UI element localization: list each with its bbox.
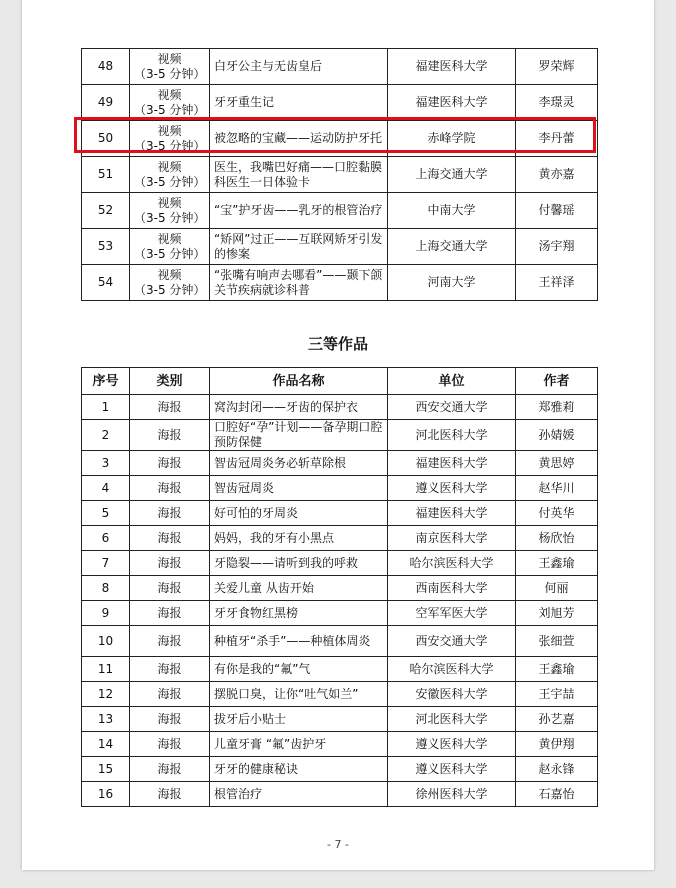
- cell-no: 3: [82, 451, 130, 476]
- cell-author: 王鑫瑜: [516, 551, 598, 576]
- cell-category: 视频 （3-5 分钟）: [130, 85, 210, 121]
- cell-author: 王祥泽: [516, 265, 598, 301]
- second-prize-table-continued: [81, 48, 598, 301]
- cell-author: 罗荣辉: [516, 49, 598, 85]
- cell-category: 视频 （3-5 分钟）: [130, 265, 210, 301]
- cell-unit: 上海交通大学: [388, 229, 516, 265]
- cell-title: 智齿冠周炎务必斩草除根: [210, 451, 388, 476]
- page-number: - 7 -: [327, 838, 349, 851]
- cell-no: 50: [82, 121, 130, 157]
- cell-author: 赵华川: [516, 476, 598, 501]
- section-title: 三等作品: [307, 335, 368, 353]
- cell-category: 海报: [130, 657, 210, 682]
- cell-unit: 徐州医科大学: [388, 782, 516, 807]
- cell-author: 何丽: [516, 576, 598, 601]
- cell-category: 海报: [130, 782, 210, 807]
- cell-title: 白牙公主与无齿皇后: [210, 49, 388, 85]
- cell-category: 海报: [130, 682, 210, 707]
- cell-title: 被忽略的宝藏——运动防护牙托: [210, 121, 388, 157]
- cell-category: 海报: [130, 526, 210, 551]
- cell-no: 16: [82, 782, 130, 807]
- cell-unit: 西安交通大学: [388, 395, 516, 420]
- cell-category: 海报: [130, 707, 210, 732]
- cell-author: 付馨瑶: [516, 193, 598, 229]
- cell-author: 郑雅莉: [516, 395, 598, 420]
- cell-no: 49: [82, 85, 130, 121]
- cell-title: 拔牙后小贴士: [210, 707, 388, 732]
- cell-title: 窝沟封闭——牙齿的保护衣: [210, 395, 388, 420]
- cell-category: 海报: [130, 476, 210, 501]
- cell-title: 根管治疗: [210, 782, 388, 807]
- cell-unit: 西南医科大学: [388, 576, 516, 601]
- header-category: 类别: [130, 368, 210, 395]
- table-row: [82, 707, 598, 732]
- cell-title: 牙隐裂——请听到我的呼救: [210, 551, 388, 576]
- table-row: [82, 395, 598, 420]
- table-row: [82, 576, 598, 601]
- table-row: [82, 757, 598, 782]
- cell-no: 4: [82, 476, 130, 501]
- cell-author: 李丹蕾: [516, 121, 598, 157]
- cell-unit: 河北医科大学: [388, 707, 516, 732]
- cell-title: 摆脱口臭，让你“吐气如兰”: [210, 682, 388, 707]
- table-row: [82, 626, 598, 657]
- cell-author: 孙艺嘉: [516, 707, 598, 732]
- table-row: [82, 49, 598, 85]
- header-title: 作品名称: [210, 368, 388, 395]
- cell-category: 海报: [130, 395, 210, 420]
- cell-category: 海报: [130, 601, 210, 626]
- cell-no: 10: [82, 626, 130, 657]
- cell-title: 有你是我的“氟”气: [210, 657, 388, 682]
- cell-category: 海报: [130, 576, 210, 601]
- table-row: [82, 451, 598, 476]
- cell-unit: 福建医科大学: [388, 49, 516, 85]
- cell-category: 海报: [130, 451, 210, 476]
- cell-no: 48: [82, 49, 130, 85]
- cell-title: 种植牙“杀手”——种植体周炎: [210, 626, 388, 657]
- cell-title: 关爱儿童 从齿开始: [210, 576, 388, 601]
- cell-no: 12: [82, 682, 130, 707]
- cell-unit: 哈尔滨医科大学: [388, 551, 516, 576]
- cell-category: 海报: [130, 420, 210, 451]
- cell-title: 牙牙食物红黑榜: [210, 601, 388, 626]
- header-author: 作者: [516, 368, 598, 395]
- cell-unit: 哈尔滨医科大学: [388, 657, 516, 682]
- table-row: [82, 526, 598, 551]
- table-row: [82, 551, 598, 576]
- table-row: [82, 501, 598, 526]
- cell-title: “宝”护牙齿——乳牙的根管治疗: [210, 193, 388, 229]
- cell-author: 王宇喆: [516, 682, 598, 707]
- cell-title: 好可怕的牙周炎: [210, 501, 388, 526]
- table-row: [82, 193, 598, 229]
- cell-category: 视频 （3-5 分钟）: [130, 157, 210, 193]
- cell-unit: 河北医科大学: [388, 420, 516, 451]
- cell-author: 孙婧媛: [516, 420, 598, 451]
- cell-no: 13: [82, 707, 130, 732]
- cell-title: 妈妈，我的牙有小黑点: [210, 526, 388, 551]
- cell-unit: 赤峰学院: [388, 121, 516, 157]
- table-row: [82, 229, 598, 265]
- cell-author: 赵永锋: [516, 757, 598, 782]
- cell-category: 海报: [130, 551, 210, 576]
- cell-category: 海报: [130, 501, 210, 526]
- table-row: [82, 85, 598, 121]
- cell-unit: 遵义医科大学: [388, 476, 516, 501]
- cell-author: 石嘉怡: [516, 782, 598, 807]
- cell-title: “张嘴有响声去哪看”——颞下颌关节疾病就诊科普: [210, 265, 388, 301]
- cell-unit: 河南大学: [388, 265, 516, 301]
- cell-no: 54: [82, 265, 130, 301]
- cell-title: 牙牙的健康秘诀: [210, 757, 388, 782]
- cell-no: 9: [82, 601, 130, 626]
- cell-no: 15: [82, 757, 130, 782]
- cell-unit: 南京医科大学: [388, 526, 516, 551]
- document-page: [22, 0, 654, 870]
- table-row: [82, 265, 598, 301]
- cell-author: 黄伊翔: [516, 732, 598, 757]
- cell-no: 14: [82, 732, 130, 757]
- table-row: [82, 782, 598, 807]
- table-row: [82, 121, 598, 157]
- cell-title: “矫网”过正——互联网矫牙引发的惨案: [210, 229, 388, 265]
- cell-category: 海报: [130, 626, 210, 657]
- table-row: [82, 682, 598, 707]
- cell-author: 付英华: [516, 501, 598, 526]
- cell-unit: 遵义医科大学: [388, 757, 516, 782]
- cell-title: 智齿冠周炎: [210, 476, 388, 501]
- cell-unit: 福建医科大学: [388, 85, 516, 121]
- cell-title: 儿童牙膏 “氟”齿护牙: [210, 732, 388, 757]
- cell-no: 7: [82, 551, 130, 576]
- cell-author: 杨欣怡: [516, 526, 598, 551]
- cell-no: 53: [82, 229, 130, 265]
- header-no: 序号: [82, 368, 130, 395]
- table-header-row: [82, 368, 598, 395]
- header-unit: 单位: [388, 368, 516, 395]
- cell-author: 汤宇翔: [516, 229, 598, 265]
- cell-unit: 遵义医科大学: [388, 732, 516, 757]
- cell-no: 1: [82, 395, 130, 420]
- table-row: [82, 420, 598, 451]
- cell-unit: 福建医科大学: [388, 451, 516, 476]
- cell-title: 口腔好“孕”计划——备孕期口腔预防保健: [210, 420, 388, 451]
- cell-author: 张细萱: [516, 626, 598, 657]
- cell-unit: 福建医科大学: [388, 501, 516, 526]
- cell-author: 刘旭芳: [516, 601, 598, 626]
- cell-unit: 安徽医科大学: [388, 682, 516, 707]
- cell-no: 51: [82, 157, 130, 193]
- cell-title: 牙牙重生记: [210, 85, 388, 121]
- cell-no: 8: [82, 576, 130, 601]
- cell-category: 视频 （3-5 分钟）: [130, 49, 210, 85]
- cell-category: 视频 （3-5 分钟）: [130, 229, 210, 265]
- cell-category: 视频 （3-5 分钟）: [130, 193, 210, 229]
- cell-author: 黄思婷: [516, 451, 598, 476]
- cell-unit: 空军军医大学: [388, 601, 516, 626]
- cell-author: 王鑫瑜: [516, 657, 598, 682]
- table-row: [82, 657, 598, 682]
- cell-category: 海报: [130, 732, 210, 757]
- cell-no: 2: [82, 420, 130, 451]
- third-prize-table: [81, 367, 598, 807]
- cell-no: 6: [82, 526, 130, 551]
- cell-unit: 西安交通大学: [388, 626, 516, 657]
- cell-title: 医生，我嘴巴好痛——口腔黏膜科医生一日体验卡: [210, 157, 388, 193]
- cell-no: 5: [82, 501, 130, 526]
- cell-category: 视频 （3-5 分钟）: [130, 121, 210, 157]
- cell-author: 黄亦嘉: [516, 157, 598, 193]
- cell-category: 海报: [130, 757, 210, 782]
- cell-unit: 上海交通大学: [388, 157, 516, 193]
- table-row: [82, 157, 598, 193]
- table-row: [82, 601, 598, 626]
- cell-no: 11: [82, 657, 130, 682]
- table-row: [82, 732, 598, 757]
- cell-author: 李璟灵: [516, 85, 598, 121]
- table-row: [82, 476, 598, 501]
- cell-unit: 中南大学: [388, 193, 516, 229]
- cell-no: 52: [82, 193, 130, 229]
